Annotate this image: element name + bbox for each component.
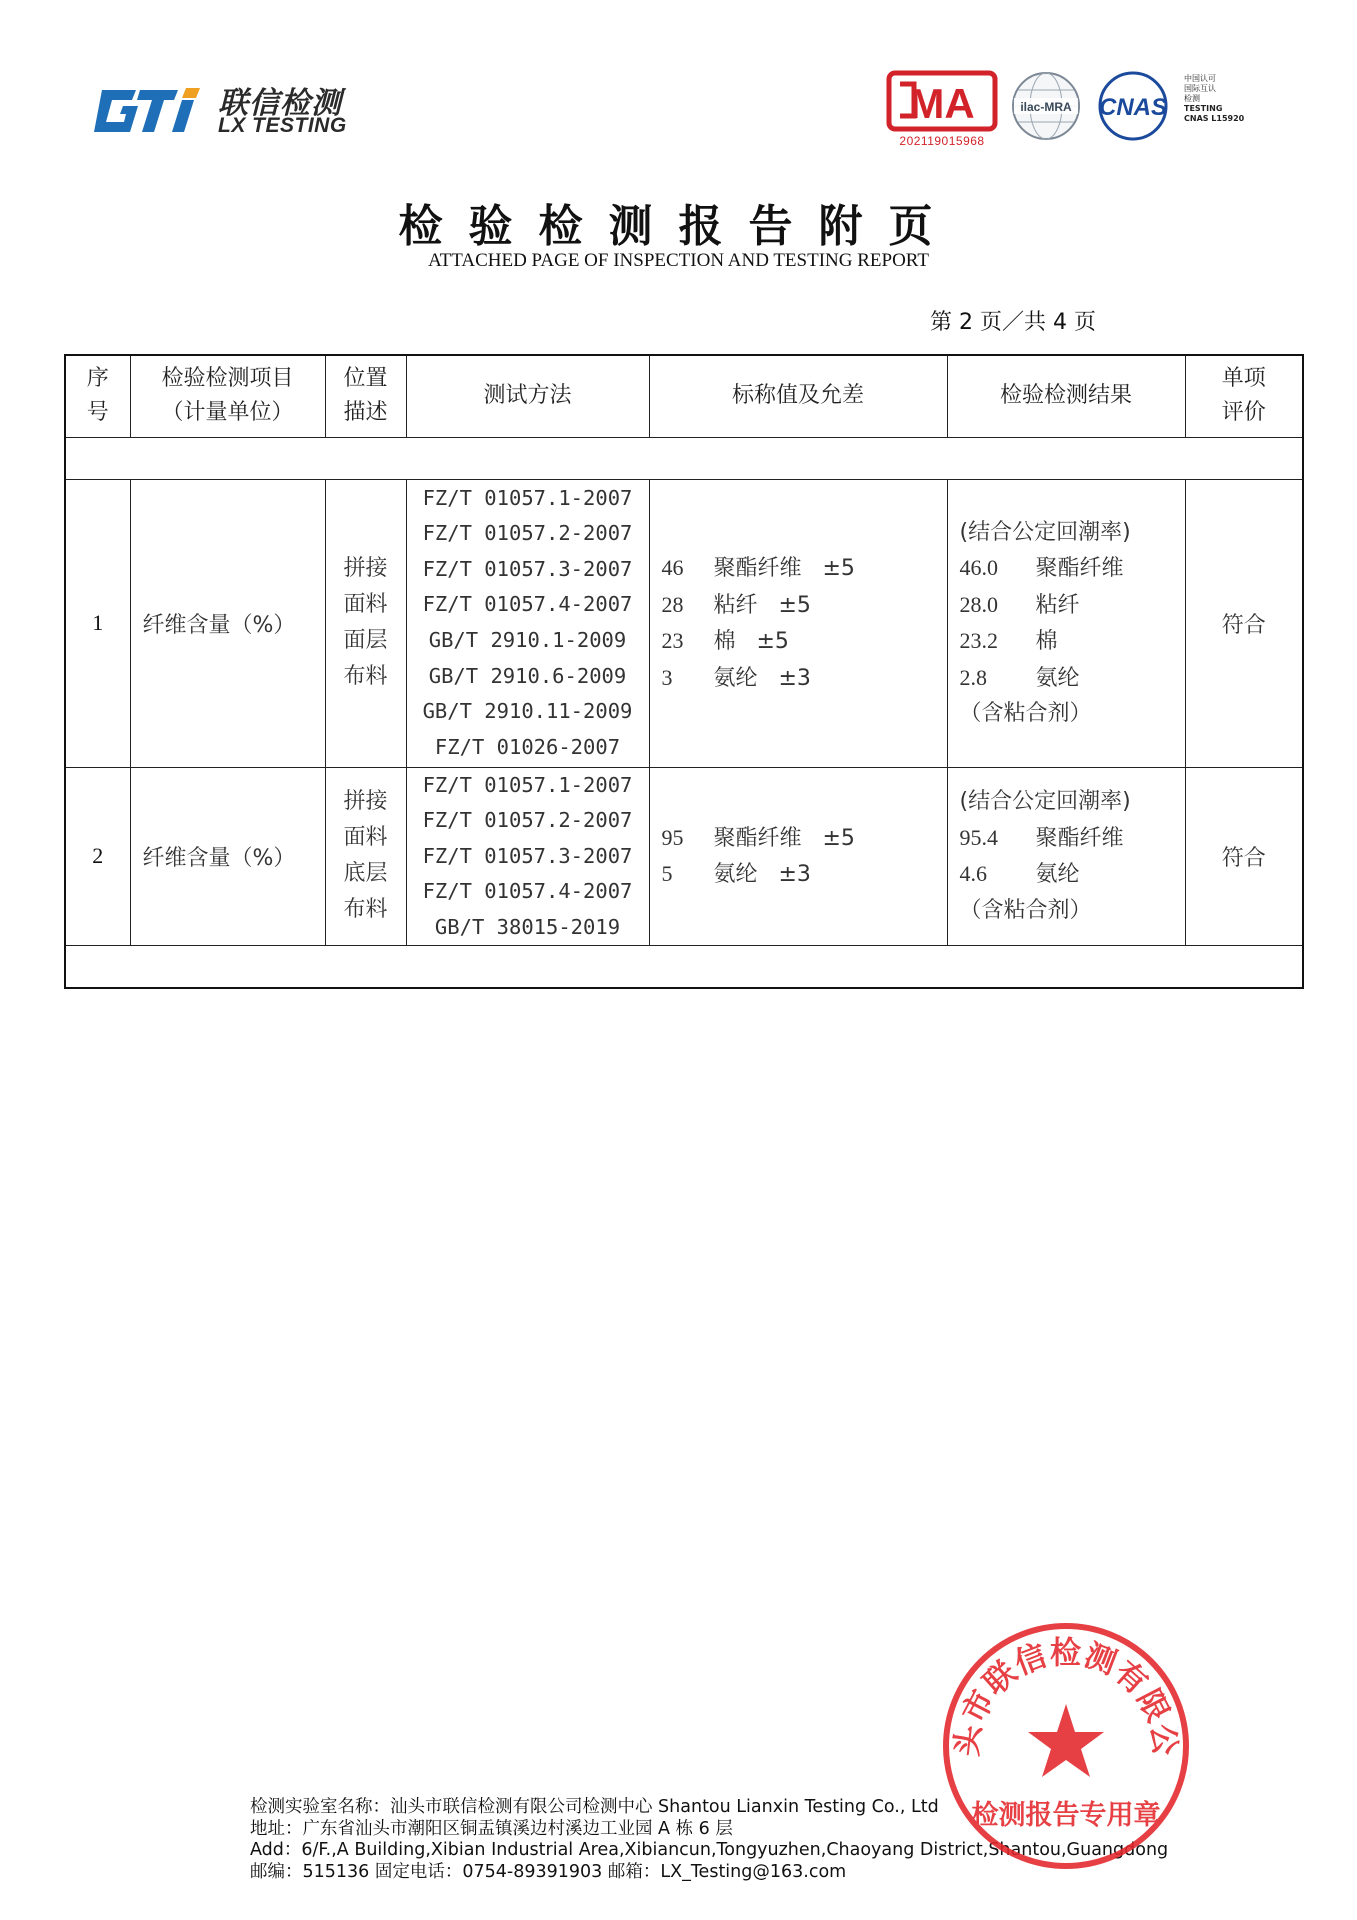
header-item: 检验检测项目 （计量单位） — [130, 355, 325, 437]
row-methods: FZ/T 01057.1-2007 FZ/T 01057.2-2007 FZ/T 01057.3-2007 FZ/T 01057.4-2007 GB/T 38015-2019 — [406, 767, 649, 946]
footer-address-en: Add：6/F.,A Building,Xibian Industrial Area,Xibiancun,Tongyuzhen,Chaoyang District,Shantou,Guangdong — [250, 1840, 1169, 1860]
header-method: 测试方法 — [406, 355, 649, 437]
row-position: 拼接 面料 面层 布料 — [325, 479, 406, 767]
cma-mark — [886, 70, 998, 150]
row-nominal: 46 聚酯纤维 ±5 28 粘纤 ±5 23 棉 ±5 3 氨纶 ±3 — [649, 479, 947, 767]
cnas-logo-icon — [1090, 70, 1176, 142]
results-table — [64, 354, 1304, 989]
blank-row — [65, 437, 1303, 479]
footer-contact: 邮编：515136 固定电话：0754-89391903 邮箱：LX_Testing@163.com — [250, 1861, 847, 1882]
row-item: 纤维含量（%） — [130, 479, 325, 767]
header-position: 位置 描述 — [325, 355, 406, 437]
cma-code: 202119015968 — [899, 134, 985, 148]
svg-text:MA: MA — [909, 80, 975, 127]
header-rating: 单项 评价 — [1185, 355, 1303, 437]
page-number: 第 2 页／共 4 页 — [930, 310, 1096, 335]
footer-lab: 检测实验室名称：汕头市联信检测有限公司检测中心 Shantou Lianxin Testing Co., Ltd — [250, 1797, 939, 1817]
brand-name-en: LX TESTING — [218, 114, 347, 137]
table-row — [65, 767, 1303, 946]
lx-logo-icon — [92, 76, 212, 140]
svg-text:汕头市联信检测有限公司: 头市联信检测有限公 — [948, 1635, 1184, 1759]
seal-stamp-icon — [940, 1620, 1192, 1872]
row-rating: 符合 — [1185, 767, 1303, 946]
row-item: 纤维含量（%） — [130, 767, 325, 946]
row-nominal: 95 聚酯纤维 ±5 5 氨纶 ±3 — [649, 767, 947, 946]
row-rating: 符合 — [1185, 479, 1303, 767]
row-result: (结合公定回潮率) 46.0 聚酯纤维 28.0 粘纤 23.2 棉 2.8 氨纶 （含粘合剂） — [947, 479, 1185, 767]
row-result: (结合公定回潮率) 95.4 聚酯纤维 4.6 氨纶 （含粘合剂） — [947, 767, 1185, 946]
table-row — [65, 479, 1303, 767]
cma-logo-icon — [886, 70, 998, 134]
official-seal — [940, 1620, 1192, 1872]
row-methods: FZ/T 01057.1-2007 FZ/T 01057.2-2007 FZ/T 01057.3-2007 FZ/T 01057.4-2007 GB/T 2910.1-2009 GB/T 2910.6-2009 GB/T 2910.11-2009 FZ/T 01026-2007 — [406, 479, 649, 767]
footer-address-cn: 地址：广东省汕头市潮阳区铜盂镇溪边村溪边工业园 A 栋 6 层 — [250, 1818, 733, 1839]
report-title-en: ATTACHED PAGE OF INSPECTION AND TESTING REPORT — [428, 250, 929, 271]
row-seq: 1 — [65, 479, 130, 767]
table-header-row — [65, 355, 1303, 437]
ilac-mra-mark — [1010, 70, 1082, 142]
row-position: 拼接 面料 底层 布料 — [325, 767, 406, 946]
svg-text:CNAS: CNAS — [1098, 94, 1168, 121]
cnas-mark — [1090, 70, 1176, 142]
svg-text:ilac-MRA: ilac-MRA — [1020, 100, 1072, 114]
blank-row — [65, 946, 1303, 988]
svg-text:检测报告专用章: 检测报告专用章 — [971, 1800, 1161, 1831]
header-result: 检验检测结果 — [947, 355, 1185, 437]
row-seq: 2 — [65, 767, 130, 946]
lx-testing-logo — [92, 76, 362, 140]
ilac-globe-icon — [1010, 70, 1082, 142]
cnas-note: 中国认可 国际互认 检测 TESTING CNAS L15920 — [1184, 74, 1245, 123]
brand-name-cn: 联信检测 — [218, 86, 342, 121]
report-title-cn: 检验检测报告附页 — [398, 201, 959, 252]
header-nominal: 标称值及允差 — [649, 355, 947, 437]
header-seq: 序 号 — [65, 355, 130, 437]
